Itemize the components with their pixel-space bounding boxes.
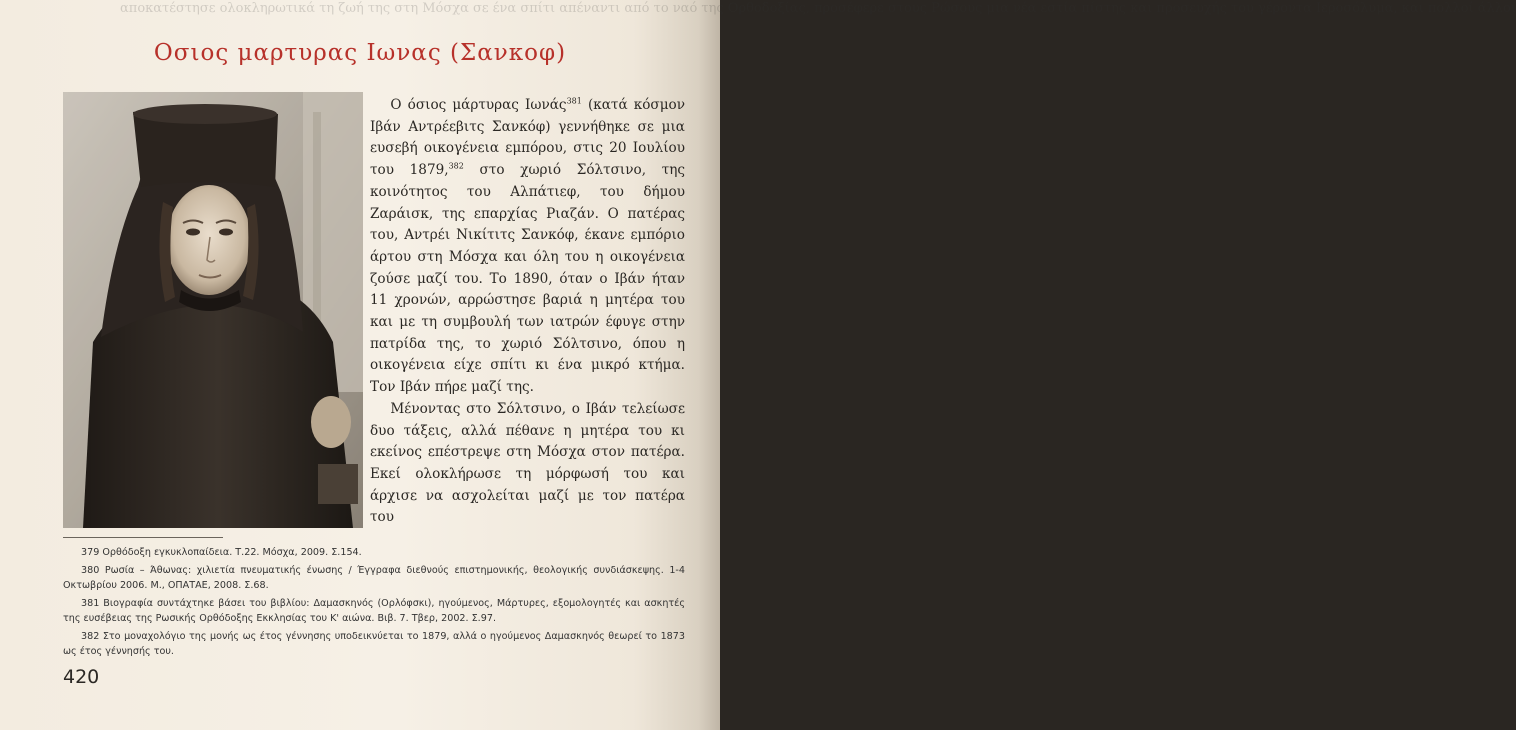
footnote-379: 379 Ορθόδοξη εγκυκλοπαίδεια. Τ.22. Μόσχα, 2009. Σ.154. (81, 547, 362, 558)
p1-text-a: Ο όσιος μάρτυρας Ιωνάς (390, 97, 567, 113)
p1-text-c: στο χωριό Σόλτσινο, της κοινότητος του Αλπάτιεφ, του δήμου Ζαράισκ, της επαρχίας Ριαζάν. Ο πατέρας του, Αντρέι Νικίτιτς Σανκόφ, έκανε εμπόριο άρτου στη Μόσχα και όλη του η οικογένεια ζούσε μαζί του. Το 1890, όταν ο Ιβάν ήταν 11 χρονών, αρρώστησε βαριά η μητέρα του και με τη συμβουλή των ιατρών έφυγε στην πατρίδα της, το χωριό Σόλτσινο, όπου η οικογένεια είχε σπίτι κι ένα μικρό κτήμα. Τον Ιβάν πήρε μαζί της. (370, 162, 685, 396)
page-number: 420 (63, 666, 100, 688)
monk-portrait-photo (63, 92, 363, 528)
footnote-380: 380 Ρωσία – Άθωνας: χιλιετία πνευματικής ένωσης / Έγγραφα διεθνούς επιστημονικής, θεολογικής συνδιάσκεψης. 1-4 Οκτωβρίου 2006. Μ., ΟΠΑΤΑΕ, 2008. Σ.68. (63, 565, 685, 591)
footnote-382: 382 Στο μοναχολόγιο της μονής ως έτος γέννησης υποδεικνύεται το 1879, αλλά ο ηγούμενος Δαμασκηνός θεωρεί το 1873 ως έτος γέννησής του. (63, 631, 685, 657)
footnote-ref-382: 382 (448, 161, 464, 171)
paragraph-2: Μένοντας στο Σόλτσινο, ο Ιβάν τελείωσε δυο τάξεις, αλλά πέθανε η μητέρα του κι εκείνος επέστρεψε στη Μόσχα στον πατέρα. Εκεί ολοκλήρωσε τη μόρφωσή του και άρχισε να ασχολείται μαζί με τον πατέρα του (370, 400, 685, 526)
paragraph-1 (370, 95, 685, 399)
bleed-through-text: αποκατέστησε ολοκληρωτικά τη ζωή της στη Μόσχα σε ένα σπίτι απέναντι από το ναό της Ορθοδοξίας, προσέφερε στους Ρώσους μια νέα εστία πίστης και προσευχής του γέροντα Ιεροσόλυμα, και πολλοί άλλοι (120, 1, 1516, 16)
page-title: Οσιος μαρτυρας Ιωνας (Σανκοφ) (153, 40, 567, 66)
p1-text-b: (κατά κόσμον Ιβάν Αντρέεβιτς Σανκόφ) γεννήθηκε σε μια ευσεβή οικογένεια εμπόρου, στις 20 Ιουλίου του 1879, (370, 97, 685, 179)
footnote-divider (63, 537, 223, 538)
footnotes (63, 545, 685, 662)
biography-text (370, 95, 685, 529)
footnote-381: 381 Βιογραφία συντάχτηκε βάσει του βιβλίου: Δαμασκηνός (Ορλόφσκι), ηγούμενος, Μάρτυρες, εξομολογητές και ασκητές της ευσέβειας της Ρωσικής Ορθόδοξης Εκκλησίας του Κ' αιώνα. Βιβ. 7. Τβερ, 2002. Σ.97. (63, 598, 685, 624)
portrait-illustration (63, 92, 363, 528)
footnote-ref-381: 381 (566, 96, 582, 106)
